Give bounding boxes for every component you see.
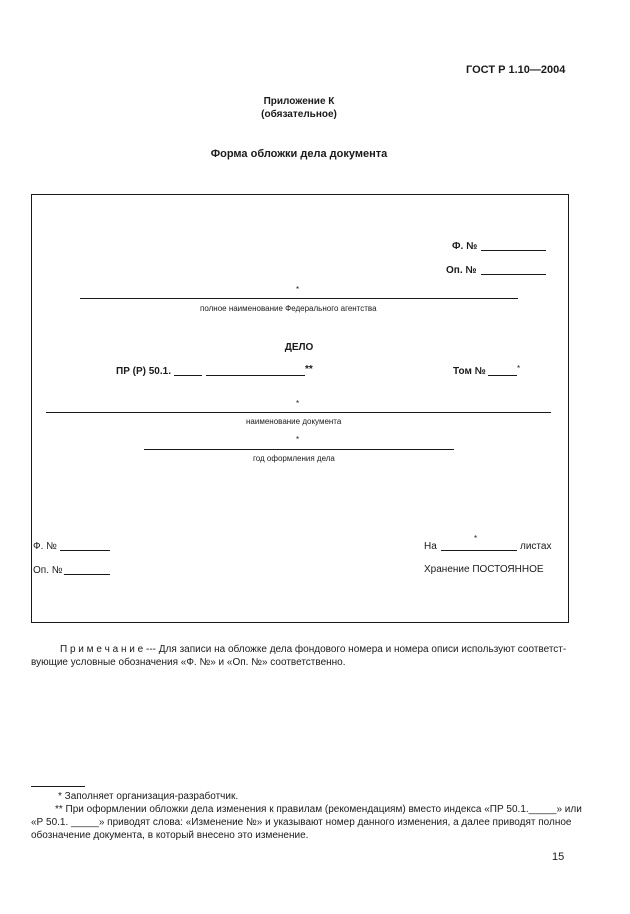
storage-label: Хранение ПОСТОЯННОЕ [424,564,544,575]
footnote-2-line-1: ** При оформлении обложки дела изменения к правилам (рекомендациям) вместо индекса «ПР 50.1._____» или [55,804,582,815]
pr-suffix-line [206,375,305,376]
agency-caption: полное наименование Федерального агентства [200,304,377,313]
tom-asterisk: * [517,364,521,373]
cover-frame [31,194,569,623]
op-no-line [481,274,546,275]
delo-title: ДЕЛО [284,342,314,353]
sheets-line [441,550,517,551]
agency-line [80,298,518,299]
note-lead: П р и м е ч а н и е [60,644,144,655]
agency-asterisk: * [296,285,300,294]
year-line [144,449,454,450]
op-no-left-line [64,574,110,575]
f-no-left-line [60,550,110,551]
f-no-label: Ф. № [452,241,478,252]
footnote-2-line-2: «Р 50.1. _____» приводят слова: «Изменение №» и указывают номер данного изменения, а далее приводят полное [31,817,572,828]
op-no-label: Оп. № [446,265,477,276]
sheets-asterisk: * [474,534,478,543]
pr-label: ПР (Р) 50.1. [116,366,171,377]
tom-line [488,375,517,376]
pr-double-asterisk: ** [305,364,313,375]
footnote-separator [31,786,85,787]
appendix-type: (обязательное) [261,109,337,120]
note-line-1 [60,644,566,655]
listah-label: листах [520,541,552,552]
op-no-left-label: Оп. № [33,565,63,576]
form-title: Форма обложки дела документа [210,148,388,160]
footnote-2-line-3: обозначение документа, в который внесено это изменение. [31,830,309,841]
f-no-line [481,250,546,251]
pr-number-line [174,375,202,376]
note-line-2: вующие условные обозначения «Ф. №» и «Оп. №» соответственно. [31,657,346,668]
standard-id: ГОСТ Р 1.10—2004 [466,64,566,76]
docname-caption: наименование документа [246,417,342,426]
docname-asterisk: * [296,399,300,408]
footnote-1: * Заполняет организация-разработчик. [58,791,239,802]
year-asterisk: * [296,435,300,444]
docname-line [46,412,551,413]
na-label: На [424,541,437,552]
year-caption: год оформления дела [253,454,335,463]
appendix-title: Приложение К [263,96,335,107]
f-no-left-label: Ф. № [33,541,57,552]
page-number: 15 [552,851,565,863]
tom-label: Том № [453,366,486,377]
note-text-1: --- Для записи на обложке дела фондового номера и номера описи используют соответст- [143,644,567,655]
